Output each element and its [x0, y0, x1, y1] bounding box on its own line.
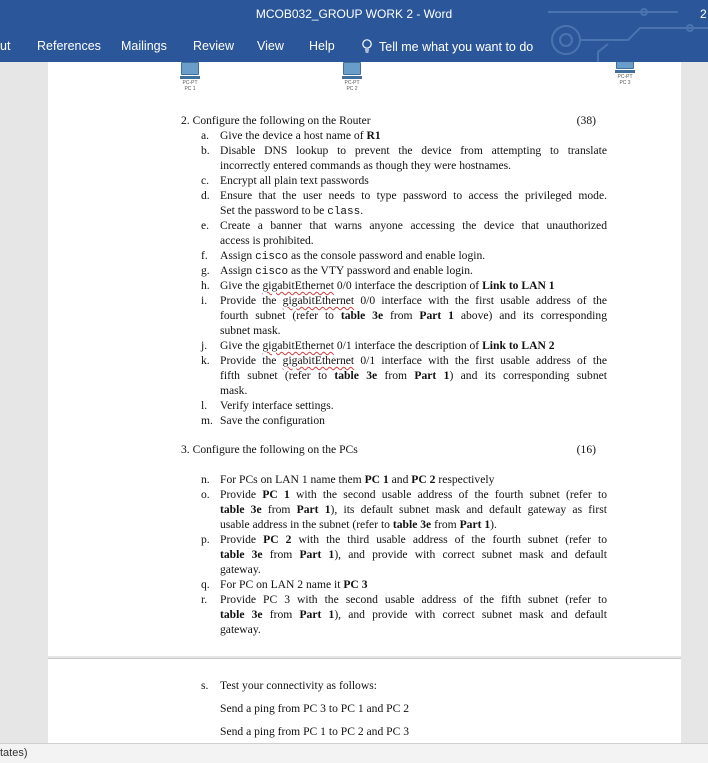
list-item-letter: a.: [201, 129, 210, 142]
list-item-line: [220, 384, 607, 398]
text-run: table 3e: [340, 309, 384, 322]
text-run: class: [327, 206, 361, 218]
tab-references[interactable]: References: [37, 39, 101, 53]
list-item-line: [220, 354, 607, 368]
text-run: usable address in the subnet (refer to: [220, 518, 393, 531]
text-run: Provide: [220, 488, 263, 501]
text-run: ), its default subnet mask and default gateway as first: [330, 503, 607, 516]
text-run: table 3e: [220, 503, 262, 516]
pc3-type-label: PC-PT: [617, 74, 633, 80]
pc2-name-label: PC 2: [346, 86, 358, 92]
text-run: 0/0 interface with the first usable address of the: [354, 294, 608, 307]
list-item-letter: r.: [201, 593, 208, 606]
question-heading: [181, 443, 358, 457]
pc1-name-label: PC 1: [184, 86, 196, 92]
text-run: PC 3: [343, 578, 368, 591]
text-run: Provide PC 3 with the second usable address of the fifth subnet (refer to: [220, 593, 607, 606]
text-run: gateway.: [220, 623, 261, 636]
text-run: gigabitEthernet: [262, 279, 334, 292]
text-run: ), and provide with correct subnet mask and default: [334, 608, 607, 621]
list-item-letter: c.: [201, 174, 210, 187]
question-title: 2. Configure the following on the Router: [181, 114, 371, 127]
text-run: For PC on LAN 2 name it: [220, 578, 344, 591]
question-marks: (38): [576, 114, 596, 127]
document-canvas: [0, 62, 708, 743]
computer-icon: [181, 62, 199, 75]
list-item-line: [220, 204, 607, 219]
list-item-line: [220, 608, 607, 622]
list-item-line: [220, 279, 607, 293]
text-run: ).: [490, 518, 497, 531]
text-run: table 3e: [334, 369, 378, 382]
text-run: and: [388, 473, 412, 486]
list-item-line: [220, 144, 607, 158]
text-run: Create a banner that warns anyone accessing the device that unauthorized: [220, 219, 607, 232]
pc2-type-label: PC-PT: [344, 80, 360, 86]
text-run: For PCs on LAN 1 name them: [220, 473, 365, 486]
text-run: PC 1: [262, 488, 290, 501]
list-item-line: [220, 159, 607, 173]
list-item-line: [220, 503, 607, 517]
list-item-letter: e.: [201, 219, 210, 232]
text-run: Provide: [220, 533, 264, 546]
tab-help[interactable]: Help: [309, 39, 335, 53]
pc2-device: [340, 62, 364, 92]
list-item-line: [220, 294, 607, 308]
text-run: Link to LAN 2: [482, 339, 555, 352]
text-run: cisco: [255, 251, 289, 263]
text-run: fourth subnet (refer to: [220, 309, 341, 322]
computer-icon: [616, 62, 634, 69]
list-item-letter: k.: [201, 354, 210, 367]
list-item-line: [220, 488, 607, 502]
text-run: Assign: [220, 249, 256, 262]
text-run: 0/1 interface the description of: [333, 339, 483, 352]
list-item-letter: m.: [201, 414, 213, 427]
list-item-line: [220, 129, 607, 143]
list-item-line: [220, 309, 607, 323]
question-heading: [181, 114, 371, 128]
list-item-letter: o.: [201, 488, 210, 501]
text-run: Provide the: [220, 294, 283, 307]
list-item-line: [220, 249, 607, 264]
text-run: table 3e: [220, 608, 263, 621]
window-title: MCOB032_GROUP WORK 2 - Word: [255, 7, 453, 21]
text-run: Provide the: [220, 354, 283, 367]
text-run: Set the password to be: [220, 204, 328, 217]
tab-mailings[interactable]: Mailings: [121, 39, 167, 53]
text-run: Part 1: [299, 548, 335, 561]
text-run: Part 1: [299, 608, 335, 621]
list-item-line: [220, 593, 607, 607]
list-item-line: [220, 189, 607, 203]
text-run: gigabitEthernet: [282, 354, 355, 367]
list-item-letter: g.: [201, 264, 210, 277]
text-run: gigabitEthernet: [282, 294, 355, 307]
list-item-letter: j.: [201, 339, 208, 352]
text-run: PC 2: [263, 533, 292, 546]
list-item-line: [220, 533, 607, 547]
list-item-letter: n.: [201, 473, 210, 486]
text-run: respectively: [435, 473, 495, 486]
tab-layout[interactable]: ut: [0, 39, 11, 53]
text-run: Give the device a host name of: [220, 129, 367, 142]
list-item-line: [220, 518, 607, 532]
status-text: tates): [0, 747, 28, 759]
list-item-line: [220, 623, 607, 637]
list-item-letter: q.: [201, 578, 210, 591]
text-run: ), and provide with correct subnet mask and default: [334, 548, 607, 561]
text-run: above) and its corresponding: [453, 309, 607, 322]
text-run: .: [360, 204, 364, 217]
ping-instruction: Send a ping from PC 3 to PC 1 and PC 2: [220, 702, 410, 715]
title-bar-edge-text: 2: [700, 7, 707, 21]
question-marks: (16): [576, 443, 596, 456]
list-item-letter: h.: [201, 279, 210, 292]
list-item-line: [220, 563, 607, 577]
list-item-line: [220, 264, 607, 279]
list-item-letter: p.: [201, 533, 210, 546]
list-item-line: [220, 234, 607, 248]
text-run: from: [377, 369, 415, 382]
tell-me-box[interactable]: [361, 39, 533, 54]
text-run: Encrypt all plain text passwords: [220, 174, 369, 187]
lightbulb-icon: [361, 39, 373, 53]
ribbon-tabs: [0, 28, 708, 62]
text-run: Disable DNS lookup to prevent the device from attempting to translate: [220, 144, 607, 157]
connectivity-title: Test your connectivity as follows:: [220, 679, 377, 692]
question-title: 3. Configure the following on the PCs: [181, 443, 358, 456]
ping-instruction: Send a ping from PC 1 to PC 2 and PC 3: [220, 725, 410, 738]
list-item-line: [220, 399, 607, 413]
text-run: from: [383, 309, 420, 322]
text-run: incorrectly entered commands as though they were hostnames.: [220, 159, 512, 172]
text-run: 0/0 interface the description of: [333, 279, 483, 292]
text-run: Part 1: [459, 518, 491, 531]
status-bar: [0, 743, 708, 763]
list-item-letter: f.: [201, 249, 208, 262]
text-run: PC 2: [411, 473, 436, 486]
text-run: from: [262, 608, 300, 621]
text-run: Verify interface settings.: [220, 399, 334, 412]
list-item-line: [220, 414, 607, 428]
text-run: as the VTY password and enable login.: [288, 264, 473, 277]
vertical-scrollbar[interactable]: [700, 62, 708, 743]
list-item-line: [220, 369, 607, 383]
list-item-letter: b.: [201, 144, 210, 157]
text-run: Give the: [220, 279, 263, 292]
list-item-letter: s.: [201, 679, 209, 692]
text-run: ) and its corresponding subnet: [449, 369, 607, 382]
text-run: fifth subnet (refer to: [220, 369, 335, 382]
list-item-line: [220, 578, 607, 592]
text-run: cisco: [255, 266, 289, 278]
text-run: gateway.: [220, 563, 261, 576]
list-item-line: [220, 174, 607, 188]
text-run: Part 1: [296, 503, 331, 516]
tab-review[interactable]: Review: [193, 39, 234, 53]
list-item-line: [220, 324, 607, 338]
text-run: mask.: [220, 384, 248, 397]
text-run: gigabitEthernet: [262, 339, 334, 352]
tab-view[interactable]: View: [257, 39, 284, 53]
text-run: with the third usable address of the fourth subnet (refer to: [291, 533, 608, 546]
text-run: Save the configuration: [220, 414, 325, 427]
text-run: table 3e: [220, 548, 263, 561]
text-run: Give the: [220, 339, 263, 352]
text-run: subnet mask.: [220, 324, 281, 337]
computer-icon: [343, 62, 361, 75]
text-run: PC 1: [364, 473, 389, 486]
pc3-name-label: PC 3: [619, 80, 631, 86]
list-item-letter: d.: [201, 189, 210, 202]
list-item-line: [220, 473, 607, 487]
pc1-type-label: PC-PT: [182, 80, 198, 86]
document-page-2: [48, 658, 681, 743]
text-run: Part 1: [419, 309, 454, 322]
text-run: from: [431, 518, 460, 531]
text-run: Ensure that the user needs to type password to access the privileged mode.: [220, 189, 607, 202]
text-run: as the console password and enable login.: [288, 249, 486, 262]
pc3-device: [613, 62, 637, 86]
text-run: Part 1: [414, 369, 450, 382]
list-item-line: [220, 219, 607, 233]
text-run: R1: [366, 129, 381, 142]
document-page-1: [48, 62, 681, 656]
list-item-line: [220, 548, 607, 562]
text-run: 0/1 interface with the first usable address of the: [354, 354, 608, 367]
list-item-letter: l.: [201, 399, 208, 412]
list-item-line: [220, 339, 607, 353]
list-item-letter: i.: [201, 294, 208, 307]
text-run: from: [261, 503, 297, 516]
tell-me-text: Tell me what you want to do: [379, 40, 534, 54]
title-bar: [0, 0, 708, 28]
text-run: table 3e: [392, 518, 432, 531]
text-run: access is prohibited.: [220, 234, 314, 247]
text-run: Link to LAN 1: [482, 279, 555, 292]
pc1-device: [178, 62, 202, 92]
text-run: from: [262, 548, 300, 561]
text-run: Assign: [220, 264, 256, 277]
text-run: with the second usable address of the fourth subnet (refer to: [289, 488, 607, 501]
